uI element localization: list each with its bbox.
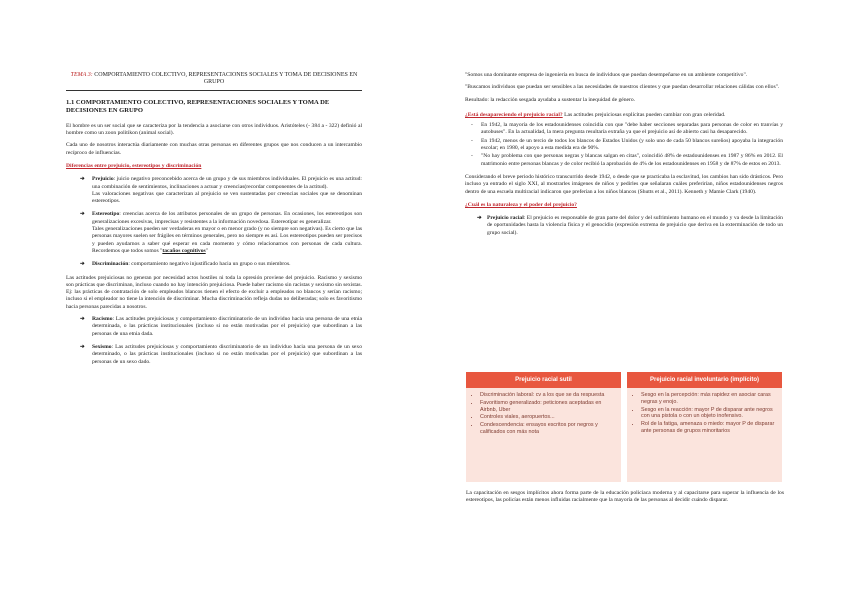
estereotipo-note <box>92 226 362 255</box>
prejuicio-item <box>66 176 362 205</box>
tema-title: COMPORTAMIENTO COLECTIVO, REPRESENTACIONES SOCIALES Y TOMA DE DECISIONES EN GRUPO <box>92 72 358 86</box>
list-item: • Discriminación laboral: cv a los que se da respuesta <box>480 392 615 399</box>
title-divider <box>66 90 362 91</box>
right-column <box>465 72 783 243</box>
dash-icon: - <box>471 122 473 129</box>
list-item <box>465 122 783 137</box>
racial-question-text: Las actitudes prejuiciosas explícitas pueden cambiar con gran celeridad. <box>562 111 726 118</box>
bullet-text: "No hay problema con que personas negras y blancas salgan en citas", coincidió 48% de estadounidenses en 1987 y 86% en 2012. El matrimonio entre personas blancas y de color recibió la aprobación de 4% de los estadounidenses en 1958 y de 87% de estos en 2013. <box>481 153 783 167</box>
prejuicio-note: Las valoraciones negativas que caracterizan al prejuicio se ven sustentadas por creencias sociales que se denominan estereotipos. <box>92 190 362 205</box>
subtle-prejudice-header: Prejuicio racial sutil <box>466 372 621 388</box>
list-item: • Controles viales, aeropuertos... <box>480 414 615 421</box>
arrow-icon: ➔ <box>80 176 85 183</box>
dash-icon: - <box>471 153 473 160</box>
sexismo-term: Sexismo <box>92 343 112 350</box>
dash-icon: - <box>471 137 473 144</box>
training-paragraph: La capacitación en sesgos implícitos ahora forma parte de la educación policiaca moderna y al capacitarse para superar la influencia de los estereotipos, las policías están menos influidas racialmente que la mayoría de las personas al decidir cuándo disparar. <box>466 490 784 504</box>
arrow-icon: ➔ <box>477 215 482 222</box>
racial-question-heading: ¿Está desapareciendo el prejuicio racial? <box>465 111 563 118</box>
section-heading: 1.1 COMPORTAMIENTO COLECTIVO, REPRESENTACIONES SOCIALES Y TOMA DE DECISIONES EN GRUPO <box>66 98 330 114</box>
racial-question-paragraph <box>465 112 783 119</box>
racismo-definition: : Las actitudes prejuiciosas y comportamiento discriminatorio de un individuo hacia una persona de una etnia determinada, o las prácticas institucionales (incluso si no están motivadas por el prejuicio) que subordinan a las personas de una etnia dada. <box>92 316 362 337</box>
prejuicio-definition: : juicio negativo preconcebido acerca de un grupo y de sus miembros individuales. El prejuicio es una actitud: una combinación de sentimientos, inclinaciones a actuar y creencias(recordar componentes de la actitud). <box>92 176 362 190</box>
list-item <box>465 153 783 168</box>
estereotipo-term: Estereotipo <box>92 211 120 218</box>
list-item <box>465 138 783 153</box>
estereotipo-definition: : creencias acerca de los atributos personales de un grupo de personas. En ocasiones, los estereotipos son generalizaciones excesivas, imprecisas y resistentes a la información novedosa. Estereotipar es generalizar. <box>92 211 362 225</box>
nature-question-heading: ¿Cuál es la naturaleza y el poder del prejuicio? <box>465 201 577 208</box>
document-title <box>66 72 362 87</box>
considerando-paragraph: Considerando el breve periodo histórico transcurrido desde 1942, o desde que se practicaba la esclavitud, los cambios han sido drásticos. Pero incluso ya entrado el siglo XXI, al mostrarles imágenes de niños y pedirles que señalaran cuáles preferirían, niños estadounidenses negros dentro de una escuela multiracial indicaron que preferían a los niños blancos (Shutts et al., 2011). Kenneth y Mamie Clark (1940). <box>465 173 783 195</box>
quote-2: "Buscamos individuos que puedan ser sensibles a las necesidades de nuestros clientes y que puedan desarrollar relaciones cálidas con ellos". <box>465 84 780 91</box>
list-item: • Rol de la fatiga, amenaza o miedo: mayor P de disparar ante personas de grupos minoritarios <box>641 421 776 435</box>
prejuicio-racial-term: Prejuicio racial <box>487 215 524 222</box>
differences-heading: Diferencias entre prejuicio, estereotipos y discriminación <box>66 163 202 169</box>
arrow-icon: ➔ <box>80 343 85 350</box>
subtle-prejudice-list <box>466 392 621 436</box>
racismo-item <box>66 316 362 338</box>
arrow-icon: ➔ <box>80 316 85 323</box>
discriminacion-term: Discriminación <box>92 261 129 268</box>
racismo-term: Racismo <box>92 316 113 323</box>
prejuicio-racial-item <box>465 215 783 237</box>
prejuicio-racial-definition: : El prejuicio es responsable de gran parte del dolor y del sufrimiento humano en el mundo y va desde la limitación de oportunidades hasta la violencia física y el genocidio (expresión extrema de prejuicio que deriva en la exterminación de todo un grupo social). <box>487 215 783 236</box>
actitudes-paragraph: Las actitudes prejuiciosas no generan por necesidad actos hostiles ni toda la opresión proviene del prejuicio. Racismo y sexismo son prácticas que discriminan, incluso cuando no hay intención prejuiciosa. Puede haber racismo sin racistas y sexismo sin sexistas. Ej: las prácticas de contratación de solo empleados blancos tienen el efecto de excluir a empleados no blancos y serían racismo; incluso si el empleador no tiene la intención de discriminar. Mucha discriminación refleja dudas no deliberadas; solo es favoritismo hacia personas parecidas a nosotros. <box>66 274 362 310</box>
list-item: • Favoritismo generalizado: peticiones aceptadas en Airbnb, Uber <box>480 400 615 414</box>
implicit-prejudice-column <box>627 372 782 482</box>
sexismo-item <box>66 344 362 366</box>
discriminacion-definition: : comportamiento negativo injustificado hacia un grupo o sus miembros. <box>128 261 291 268</box>
tacanos-cognitivos-link: tacaños cognitivos <box>162 247 206 254</box>
list-item: • Condescendencia: ensayos escritos por negros y calificados con más nota <box>480 422 615 436</box>
implicit-prejudice-header: Prejuicio racial involuntario (implícito) <box>627 372 782 388</box>
prejudice-comparison-table <box>466 372 782 482</box>
bullet-text: En 1942, menos de un tercio de todos los blancos de Estados Unidos (y solo uno de cada 50 blancos sureños) apoyaba la integración escolar; en 1980, el apoyo a esta medida era de 90%. <box>481 137 783 152</box>
estereotipo-note-text: Tales generalizaciones pueden ser verdaderas en mayor o en menor grado (y no siempre son negativas). Es cierto que las personas mayores suelen ser frágiles en términos generales, pero no siempre es así. Los estereotipos pueden ser precisos y pueden ayudarnos a saber qué esperar en cada momento y cómo relacionarnos con personas de cada cultura. Recordemos que todos somos " <box>92 226 362 254</box>
intro-paragraph-2: Cada uno de nosotros interactúa diariamente con muchas otras personas en diferentes grupos que nos conducen a un intercambio recíproco de influencias. <box>66 142 362 156</box>
resultado-paragraph: Resultado: la redacción sesgada ayudaba a sustentar la inequidad de género. <box>465 96 636 103</box>
arrow-icon: ➔ <box>80 211 85 218</box>
prejuicio-term: Prejuicio <box>92 176 114 183</box>
list-item: • Sesgo en la percepción: más rapidez en asociar caras negras y enojo. <box>641 392 776 406</box>
list-item: • Sesgo en la reacción: mayor P de disparar ante negros con una pistola o con un objeto inofensivo. <box>641 407 776 421</box>
discriminacion-item <box>66 261 362 268</box>
history-bullet-list <box>465 122 783 168</box>
estereotipo-item <box>66 211 362 255</box>
bullet-text: En 1942, la mayoría de los estadounidenses coincidía con que "debe haber secciones separadas para personas de color en tranvías y autobuses". En la actualidad, la mera pregunta resultaría extraña ya que el prejuicio así de abierto casi ha desaparecido. <box>481 122 783 136</box>
implicit-prejudice-list <box>627 392 782 435</box>
quote-1: "Somos una dominante empresa de ingeniería en busca de individuos que puedan desempeñarse en un ambiente competitivo". <box>465 72 748 78</box>
subtle-prejudice-column <box>466 372 621 482</box>
intro-paragraph-1: El hombre es un ser social que se caracteriza por la tendencia a asociarse con otros individuos. Aristóteles (- 384 a - 322) definió al hombre como un zoon politikon (animal social). <box>66 122 362 137</box>
tema-label: TEMA 3: <box>70 72 93 78</box>
arrow-icon: ➔ <box>80 261 85 268</box>
estereotipo-note-end: " <box>205 247 208 254</box>
sexismo-definition: : Las actitudes prejuiciosas y comportamiento discriminatorio de un individuo hacia una persona de un sexo determinado, o las prácticas institucionales (incluso si no están motivadas por el prejuicio) que subordinan a las personas de un sexo dado. <box>92 343 362 365</box>
left-column <box>66 72 362 372</box>
